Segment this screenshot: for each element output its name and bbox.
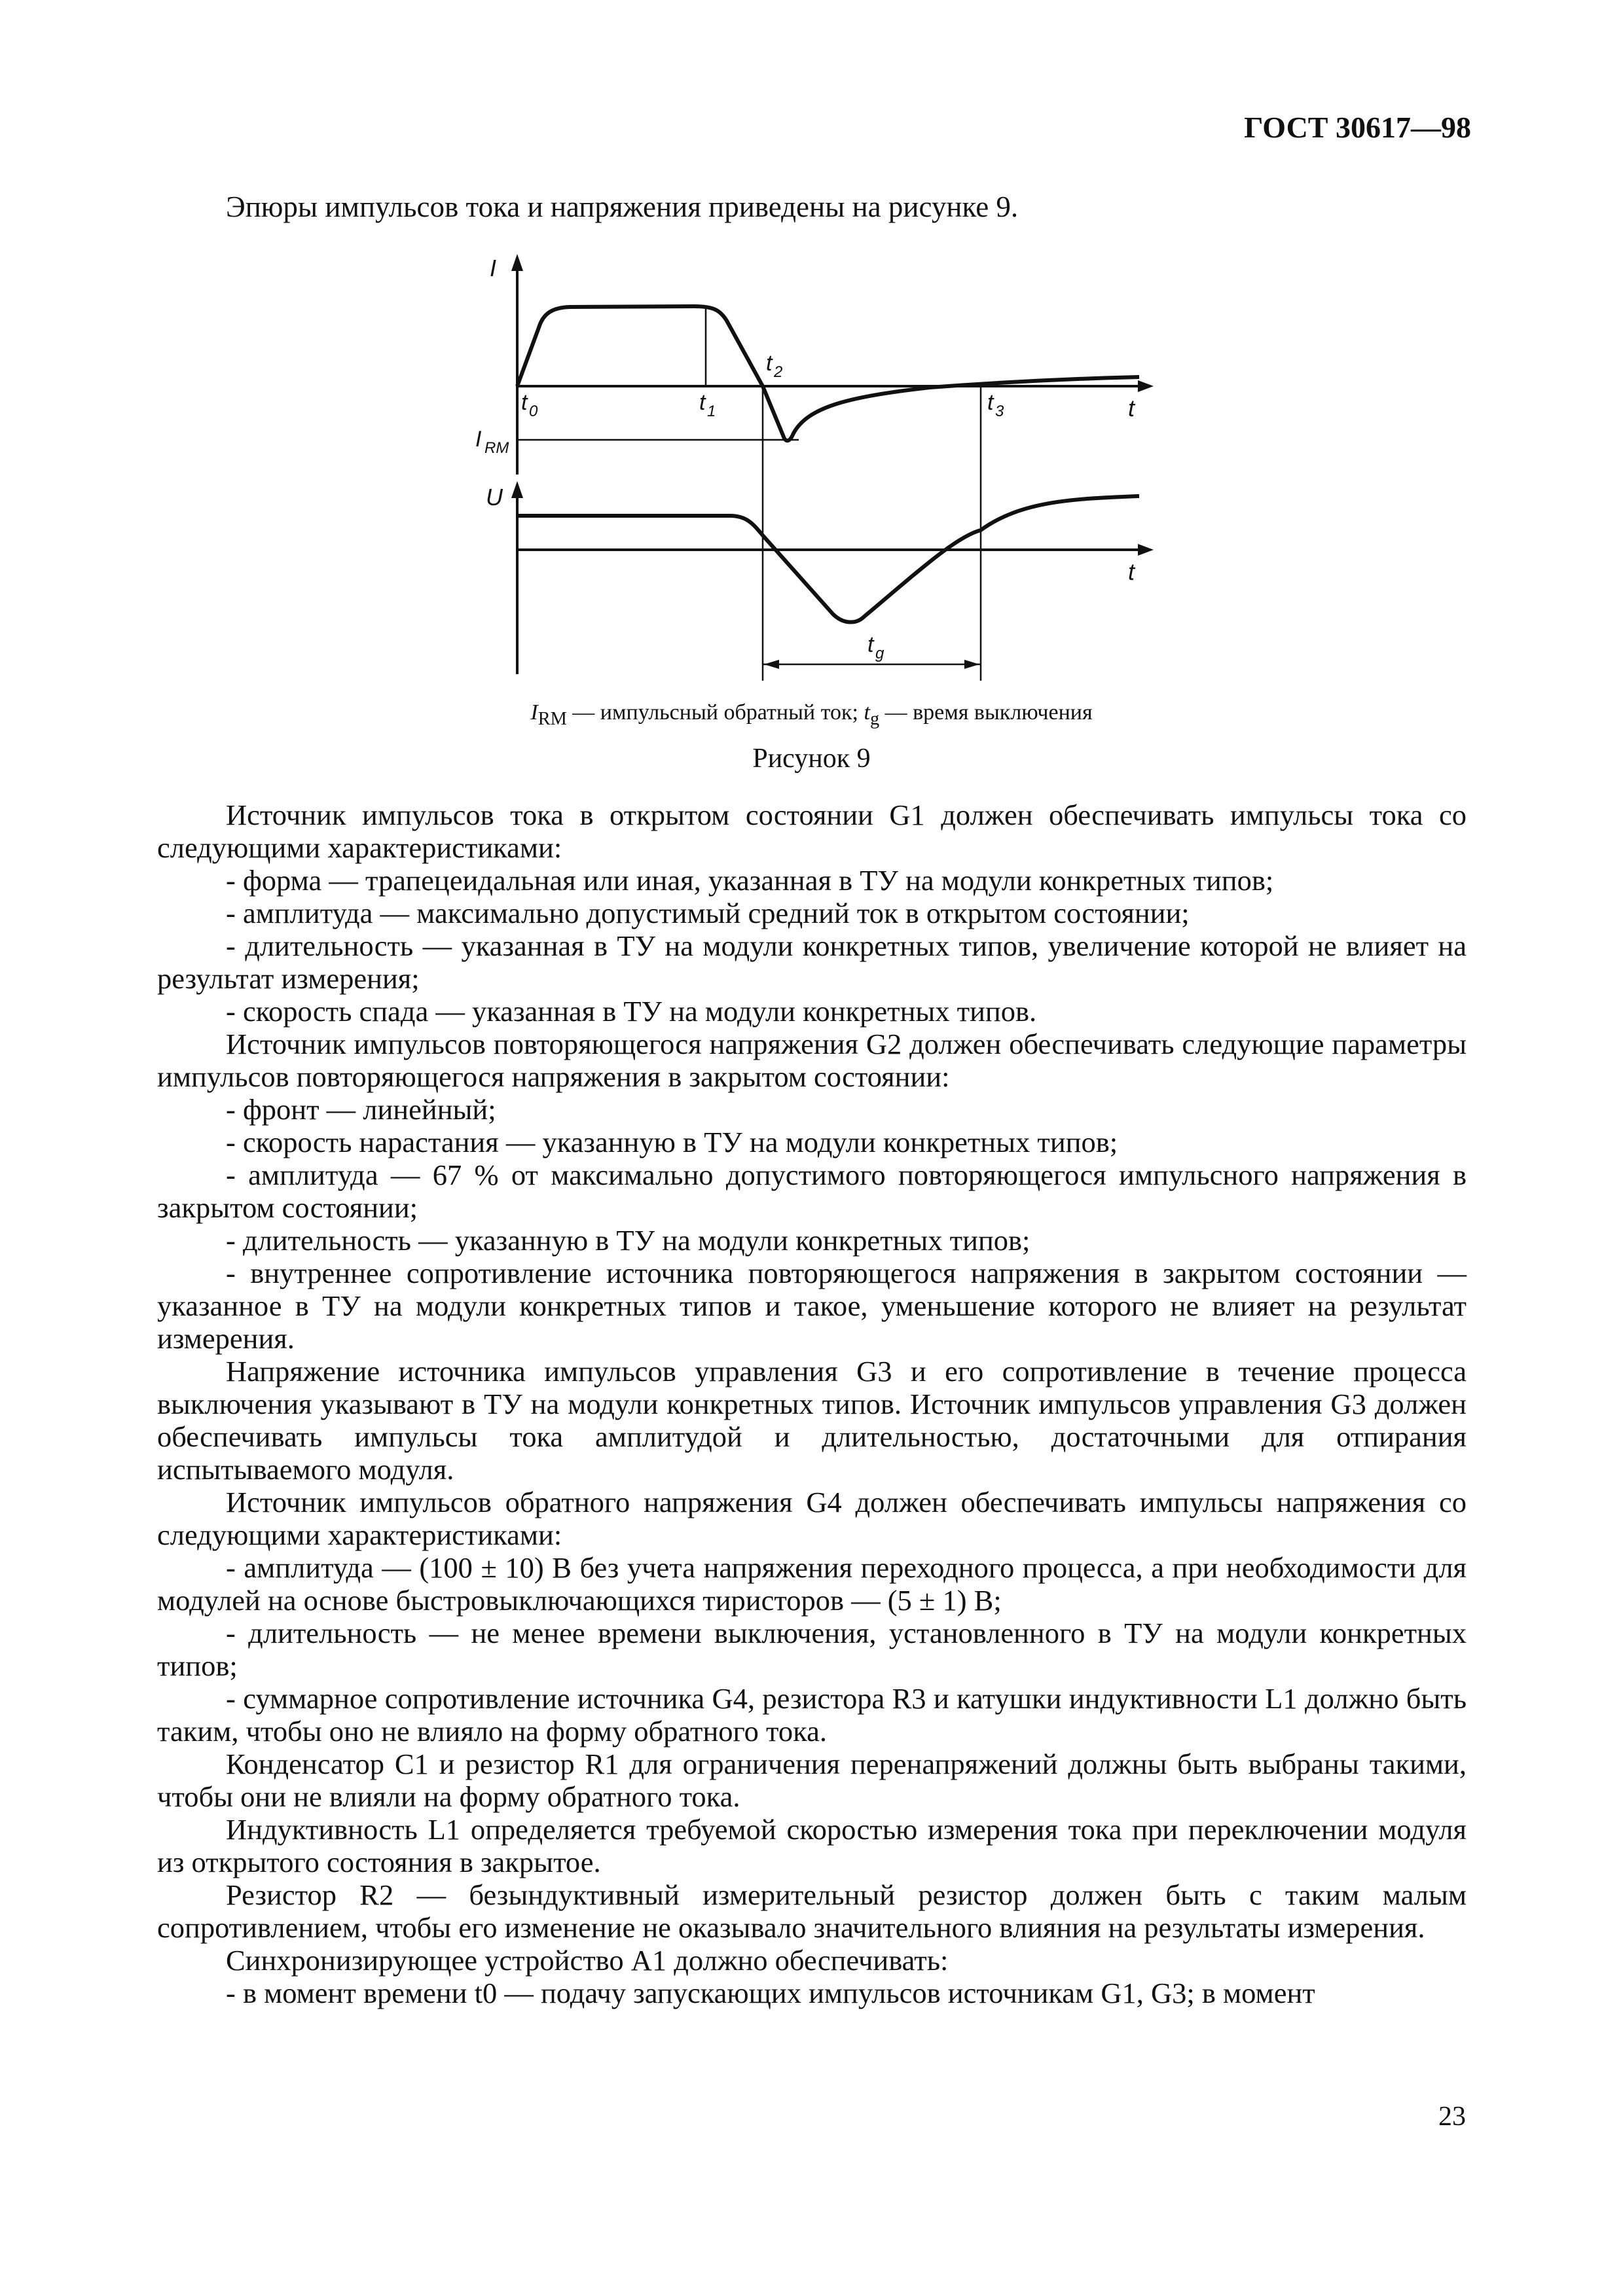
list-item: - фронт — линейный;: [226, 1093, 496, 1126]
legend-tg-subscript: g: [869, 708, 880, 729]
standard-header: ГОСТ 30617—98: [1244, 111, 1471, 144]
t3-subscript: 3: [995, 403, 1004, 420]
body-text: [157, 798, 1467, 2009]
figure-legend: [0, 700, 1623, 730]
intro-paragraph: Эпюры импульсов тока и напряжения приведены на рисунке 9.: [226, 190, 1019, 223]
list-item: - скорость нарастания — указанную в ТУ на модули конкретных типов;: [226, 1126, 1118, 1158]
paragraph: Источник импульсов обратного напряжения G4 должен обеспечивать импульсы напряжения со следующими характеристиками:: [157, 1486, 1467, 1551]
paragraph: Источник импульсов тока в открытом состоянии G1 должен обеспечивать импульсы тока со следующими характеристиками:: [157, 798, 1467, 864]
u-axis-label: U: [486, 484, 503, 511]
i-axis-label: I: [490, 255, 497, 281]
voltage-waveform: [517, 496, 1139, 622]
page-number: 23: [1438, 2102, 1466, 2132]
irm-subscript: RM: [484, 439, 509, 457]
tg-arrow-left: [764, 660, 779, 669]
t2-subscript: 2: [774, 363, 783, 381]
paragraph: Конденсатор C1 и резистор R1 для ограничения перенапряжений должны быть выбраны такими, чтобы они не влияли на форму обратного тока.: [157, 1748, 1467, 1813]
list-item: - внутреннее сопротивление источника повторяющегося напряжения в закрытом состоянии — указанное в ТУ на модули конкретных типов и такое, уменьшение которого не влияет на результат измерения.: [157, 1257, 1467, 1355]
paragraph: Индуктивность L1 определяется требуемой скоростью измерения тока при переключении модуля из открытого состояния в закрытое.: [157, 1813, 1467, 1878]
paragraph: Источник импульсов повторяющегося напряжения G2 должен обеспечивать следующие параметры импульсов повторяющегося напряжения в закрытом состоянии:: [157, 1028, 1467, 1093]
i-axis-arrow: [511, 254, 523, 271]
list-item: - длительность — указанная в ТУ на модули конкретных типов, увеличение которой не влияет на результат измерения;: [157, 929, 1467, 995]
legend-tg-symbol: t: [864, 700, 870, 725]
tg-subscript: g: [875, 645, 884, 662]
irm-label: I: [475, 427, 482, 452]
list-item: - длительность — не менее времени выключения, установленного в ТУ на модули конкретных типов;: [157, 1617, 1467, 1682]
list-item: - амплитуда — 67 % от максимально допустимого повторяющегося импульсного напряжения в закрытом состоянии;: [157, 1158, 1467, 1224]
t0-label: t: [521, 390, 528, 415]
list-item: - скорость спада — указанная в ТУ на модули конкретных типов.: [226, 995, 1037, 1028]
list-item: - длительность — указанную в ТУ на модули конкретных типов;: [226, 1224, 1030, 1257]
t2-label: t: [766, 351, 773, 376]
legend-irm-subscript: RM: [538, 708, 567, 729]
paragraph: Напряжение источника импульсов управления G3 и его сопротивление в течение процесса выключения указывают в ТУ на модули конкретных типов. Источник импульсов управления G3 должен обеспечивать импульсы тока амплитудой и длительностью, достаточными для отпирания испытываемого модуля.: [157, 1355, 1467, 1486]
figure-title: Рисунок 9: [752, 744, 871, 774]
figure-9-waveforms: [432, 242, 1192, 694]
tg-arrow-right: [964, 660, 979, 669]
legend-tg-text: — время выключения: [879, 700, 1093, 725]
t-axis-label-u: t: [1128, 558, 1135, 585]
t-axis-label-i: t: [1128, 395, 1135, 422]
list-item: - в момент времени t0 — подачу запускающих импульсов источникам G1, G3; в момент: [226, 1977, 1315, 2009]
t0-subscript: 0: [529, 403, 538, 420]
list-item: - форма — трапецеидальная или иная, указанная в ТУ на модули конкретных типов;: [226, 864, 1274, 897]
t1-subscript: 1: [707, 403, 716, 420]
legend-irm-symbol: I: [530, 700, 538, 725]
paragraph: Резистор R2 — безындуктивный измерительный резистор должен быть с таким малым сопротивлением, чтобы его изменение не оказывало значительного влияния на результаты измерения.: [157, 1878, 1467, 1944]
legend-irm-text: — импульсный обратный ток;: [566, 700, 864, 725]
list-item: - суммарное сопротивление источника G4, резистора R3 и катушки индуктивности L1 должно быть таким, чтобы оно не влияло на форму обратного тока.: [157, 1682, 1467, 1748]
u-time-axis-arrow: [1138, 544, 1154, 556]
current-waveform: [517, 306, 1139, 440]
t3-label: t: [987, 390, 994, 415]
tg-label: t: [867, 632, 874, 657]
paragraph: Синхронизирующее устройство A1 должно обеспечивать:: [226, 1944, 949, 1977]
t1-label: t: [699, 390, 706, 415]
i-time-axis-arrow: [1138, 380, 1154, 392]
list-item: - амплитуда — максимально допустимый средний ток в открытом состоянии;: [226, 897, 1190, 929]
u-axis-arrow: [511, 481, 523, 498]
list-item: - амплитуда — (100 ± 10) В без учета напряжения переходного процесса, а при необходимости для модулей на основе быстровыключающихся тиристоров — (5 ± 1) В;: [157, 1551, 1467, 1617]
